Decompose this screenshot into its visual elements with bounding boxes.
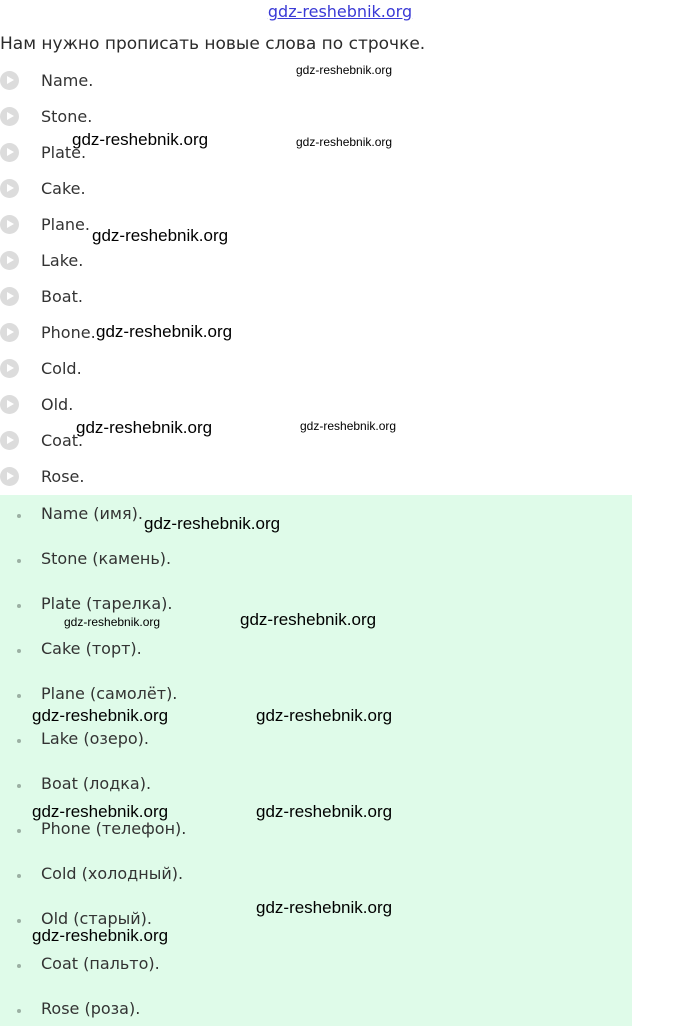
translation-text: Phone (телефон). [41, 819, 187, 838]
watermark: gdz-reshebnik.org [32, 706, 169, 725]
bullet-icon [17, 784, 21, 788]
watermark: gdz-reshebnik.org [76, 418, 213, 437]
watermark: gdz-reshebnik.org [256, 898, 393, 917]
watermark: gdz-reshebnik.org [300, 419, 397, 433]
play-icon[interactable] [0, 467, 19, 486]
bullet-icon [17, 694, 21, 698]
bullet-icon [17, 829, 21, 833]
word-text: Cold. [41, 359, 82, 378]
word-text: Lake. [41, 251, 84, 270]
list-item [0, 495, 620, 540]
word-item [0, 386, 620, 422]
word-text: Plane. [41, 215, 90, 234]
play-icon[interactable] [0, 251, 19, 270]
word-text: Rose. [41, 467, 85, 486]
translation-text: Boat (лодка). [41, 774, 152, 793]
translation-text: Old (старый). [41, 909, 152, 928]
list-item [0, 720, 620, 765]
watermark: gdz-reshebnik.org [256, 706, 393, 725]
watermark: gdz-reshebnik.org [64, 615, 161, 629]
translation-text: Cold (холодный). [41, 864, 184, 883]
word-item [0, 98, 620, 134]
play-icon[interactable] [0, 215, 19, 234]
watermark: gdz-reshebnik.org [296, 135, 393, 149]
list-item [0, 945, 620, 990]
word-text: Stone. [41, 107, 93, 126]
word-item [0, 170, 620, 206]
word-text: Old. [41, 395, 74, 414]
site-link[interactable]: gdz-reshebnik.org [267, 2, 413, 21]
list-item [0, 540, 620, 585]
watermark: gdz-reshebnik.org [32, 926, 169, 945]
translation-text: Name (имя). [41, 504, 143, 523]
play-icon[interactable] [0, 359, 19, 378]
bullet-icon [17, 874, 21, 878]
translation-text: Lake (озеро). [41, 729, 149, 748]
watermark: gdz-reshebnik.org [256, 802, 393, 821]
bullet-icon [17, 964, 21, 968]
word-item [0, 458, 620, 494]
watermark: gdz-reshebnik.org [96, 322, 233, 341]
play-icon[interactable] [0, 107, 19, 126]
bullet-icon [17, 604, 21, 608]
watermark: gdz-reshebnik.org [32, 802, 169, 821]
word-text: Boat. [41, 287, 83, 306]
watermark: gdz-reshebnik.org [144, 514, 281, 533]
list-item [0, 630, 620, 675]
word-text: Cake. [41, 179, 86, 198]
translation-text: Rose (роза). [41, 999, 141, 1018]
word-item [0, 350, 620, 386]
word-item [0, 242, 620, 278]
play-icon[interactable] [0, 287, 19, 306]
list-item [0, 855, 620, 900]
play-icon[interactable] [0, 71, 19, 90]
translation-text: Coat (пальто). [41, 954, 160, 973]
word-item [0, 314, 620, 350]
bullet-icon [17, 649, 21, 653]
word-text: Phone. [41, 323, 96, 342]
bullet-icon [17, 919, 21, 923]
bullet-icon [17, 514, 21, 518]
bullet-icon [17, 739, 21, 743]
bullet-icon [17, 1009, 21, 1013]
translation-text: Plane (самолёт). [41, 684, 178, 703]
translation-text: Cake (торт). [41, 639, 142, 658]
translation-text: Plate (тарелка). [41, 594, 173, 613]
play-icon[interactable] [0, 179, 19, 198]
play-icon[interactable] [0, 143, 19, 162]
word-text: Name. [41, 71, 94, 90]
watermark: gdz-reshebnik.org [240, 610, 377, 629]
play-icon[interactable] [0, 395, 19, 414]
bullet-icon [17, 559, 21, 563]
play-icon[interactable] [0, 323, 19, 342]
watermark: gdz-reshebnik.org [296, 63, 393, 77]
intro-text: Нам нужно прописать новые слова по строчке. [0, 34, 426, 54]
watermark: gdz-reshebnik.org [72, 130, 209, 149]
watermark: gdz-reshebnik.org [92, 226, 229, 245]
word-text: Coat. [41, 431, 84, 450]
list-item [0, 990, 620, 1035]
translation-list [0, 495, 620, 1035]
word-text: Plate. [41, 143, 87, 162]
play-icon[interactable] [0, 431, 19, 450]
word-item [0, 278, 620, 314]
translation-text: Stone (камень). [41, 549, 172, 568]
